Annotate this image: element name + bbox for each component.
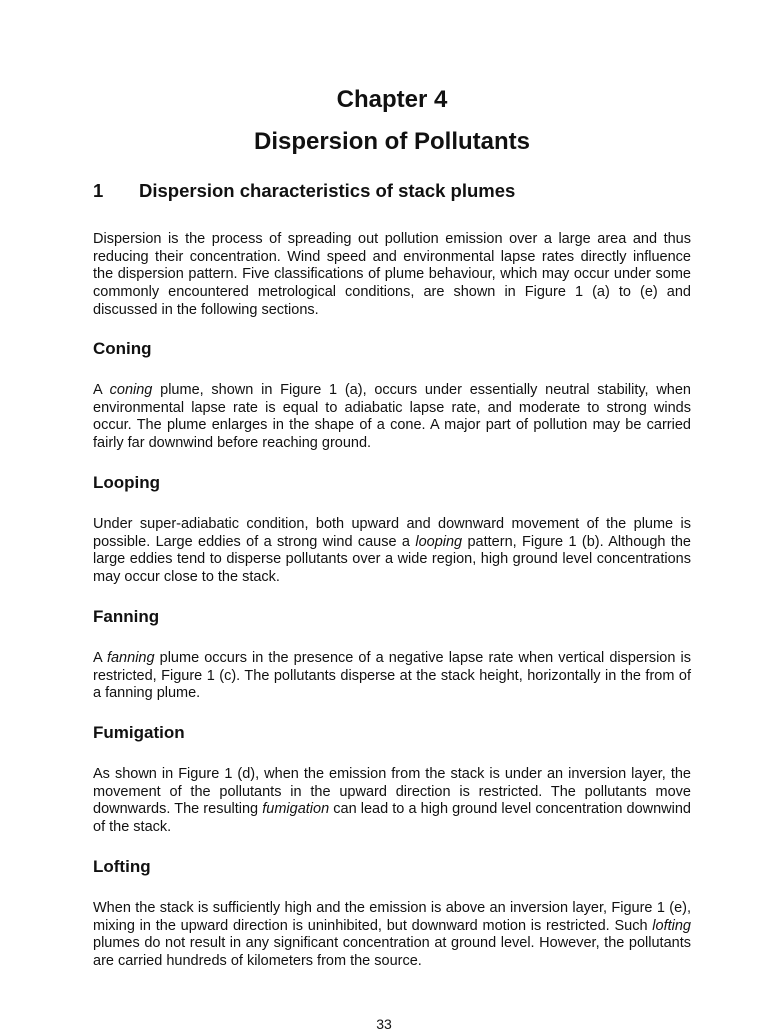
subsection-heading-fumigation: Fumigation <box>93 723 185 742</box>
chapter-title: Dispersion of Pollutants <box>253 128 531 155</box>
page-number: 33 <box>376 1016 392 1032</box>
chapter-number: Chapter 4 <box>336 86 448 113</box>
paragraph-lofting: When the stack is sufficiently high and the emission is above an inversion layer, Figure 1 (e), mixing in the upward direction is uninhibited, but downward motion is restricted. Such lofting plumes do not result in any significant concentration at ground level. However, the pollutants are carried hundreds of kilometers from the source. <box>93 900 691 970</box>
intro-paragraph: Dispersion is the process of spreading out pollution emission over a large area and thus reducing their concentration. Wind speed and environmental lapse rates directly influence the dispersion pattern. Five classifications of plume behaviour, which may occur under some commonly encountered metrological conditions, are shown in Figure 1 (a) to (e) and discussed in the following sections. <box>93 231 691 318</box>
section-heading <box>93 180 515 202</box>
term-coning: coning <box>109 382 153 398</box>
paragraph-fumigation: As shown in Figure 1 (d), when the emission from the stack is under an inversion layer, the movement of the pollutants in the upward direction is restricted. The pollutants move downwards. The resulting fumigation can lead to a high ground level concentration downwind of the stack. <box>93 766 691 836</box>
term-lofting: lofting <box>652 917 691 934</box>
subsection-heading-fanning: Fanning <box>93 607 160 626</box>
subsection-heading-looping: Looping <box>93 473 161 492</box>
paragraph-fanning: A fanning plume occurs in the presence of a negative lapse rate when vertical dispersion is restricted, Figure 1 (c). The pollutants disperse at the stack height, horizontally in the from of a fanning plume. <box>93 650 691 702</box>
paragraph-looping: Under super-adiabatic condition, both upward and downward movement of the plume is possible. Large eddies of a strong wind cause a looping pattern, Figure 1 (b). Although the large eddies tend to disperse pollutants over a wide region, high ground level concentrations may occur close to the stack. <box>93 516 691 586</box>
term-fanning: fanning <box>106 650 155 666</box>
subsection-heading-lofting: Lofting <box>93 857 151 876</box>
term-fumigation: fumigation <box>262 801 330 818</box>
section-title: Dispersion characteristics of stack plumes <box>139 180 516 201</box>
section-number: 1 <box>93 180 104 201</box>
term-looping: looping <box>415 533 463 550</box>
paragraph-coning: A coning plume, shown in Figure 1 (a), occurs under essentially neutral stability, when environmental lapse rate is equal to adiabatic lapse rate, and moderate to strong winds occur. The plume enlarges in the shape of a cone. A major part of pollution may be carried fairly far downwind before reaching ground. <box>93 382 691 452</box>
subsection-heading-coning: Coning <box>93 339 152 358</box>
